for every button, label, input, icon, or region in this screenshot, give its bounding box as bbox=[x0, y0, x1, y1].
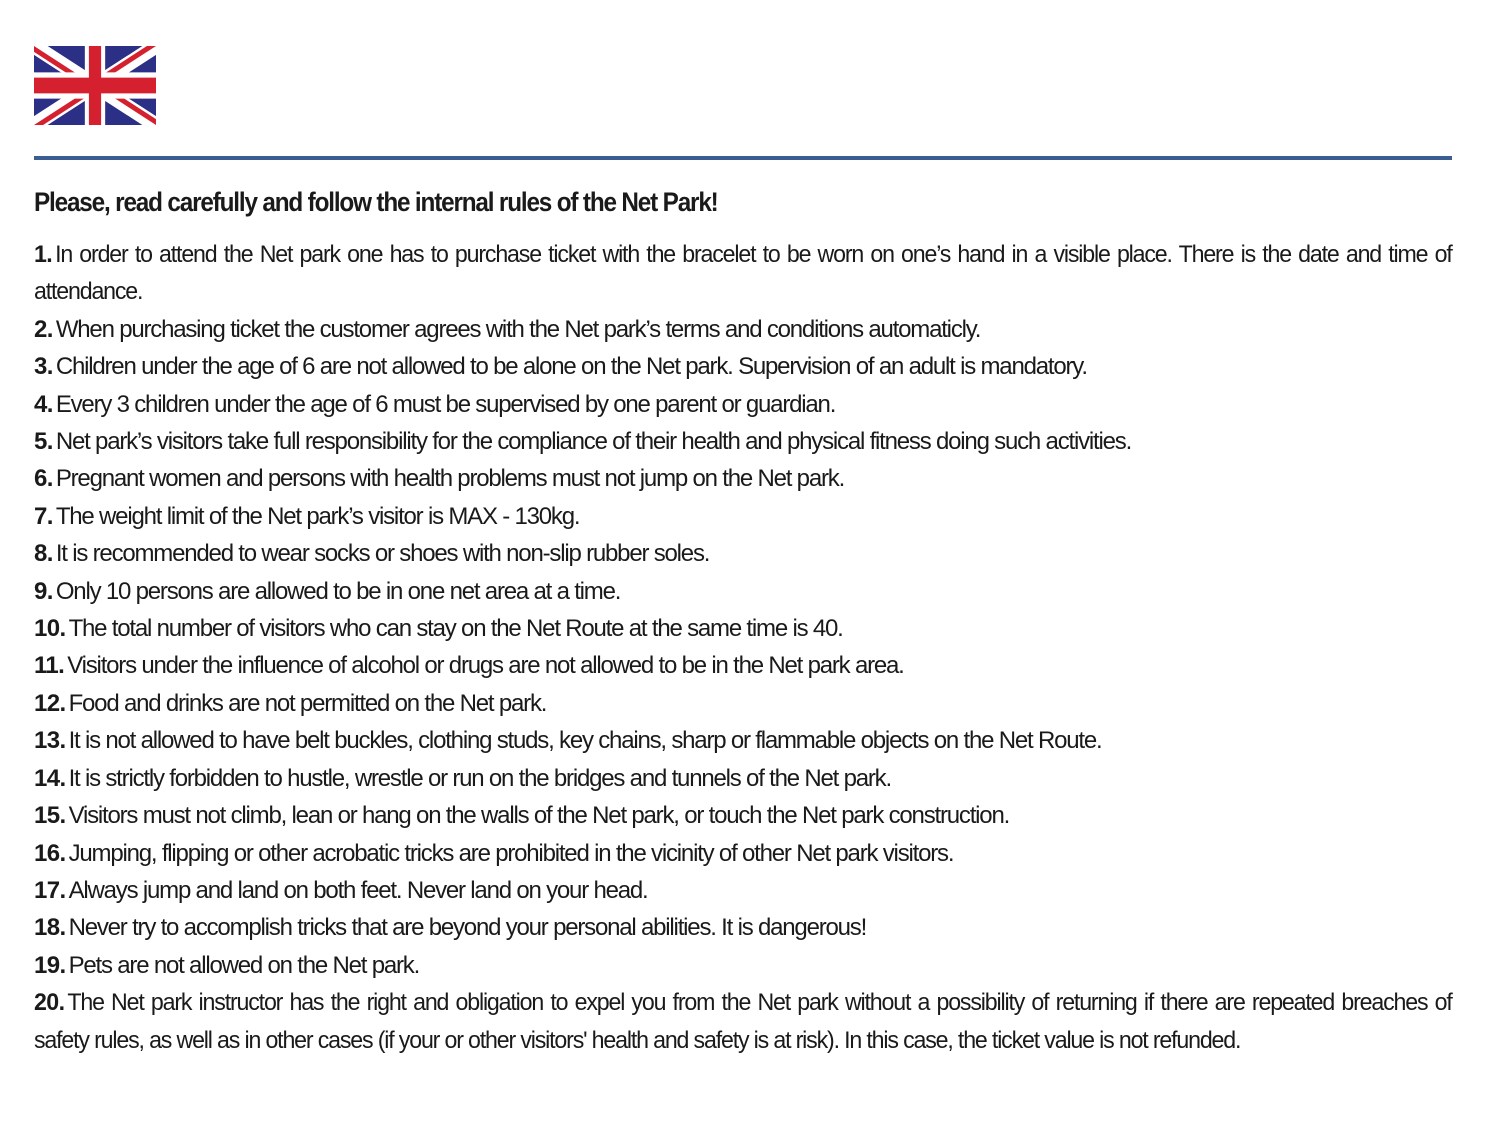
rule-item-13 bbox=[34, 722, 1452, 759]
rule-number: 19. bbox=[34, 951, 66, 979]
rule-text: Always jump and land on both feet. Never land on your head. bbox=[68, 876, 648, 904]
rule-number: 12. bbox=[34, 689, 66, 717]
rule-item-19 bbox=[34, 947, 1452, 984]
rule-text: Pets are not allowed on the Net park. bbox=[68, 951, 420, 979]
rule-text: In order to attend the Net park one has to purchase ticket with the bracelet to be worn on one’s hand in a visible place. There is the date and time of attendance. bbox=[34, 241, 1452, 306]
rule-number: 11. bbox=[34, 652, 65, 680]
rule-number: 8. bbox=[34, 540, 53, 568]
rule-text: It is strictly forbidden to hustle, wrestle or run on the bridges and tunnels of the Net park. bbox=[68, 764, 891, 792]
rule-text: Jumping, flipping or other acrobatic tricks are prohibited in the vicinity of other Net park visitors. bbox=[68, 839, 954, 867]
rule-item-10 bbox=[34, 610, 1452, 647]
rule-text: It is recommended to wear socks or shoes with non-slip rubber soles. bbox=[55, 540, 710, 568]
rule-number: 3. bbox=[34, 353, 53, 381]
rule-text: Net park’s visitors take full responsibility for the compliance of their health and physical fitness doing such activities. bbox=[55, 428, 1132, 456]
rule-text: It is not allowed to have belt buckles, clothing studs, key chains, sharp or flammable objects on the Net Route. bbox=[68, 727, 1102, 755]
rule-number: 6. bbox=[34, 465, 53, 493]
rule-item-20 bbox=[34, 984, 1452, 1059]
rule-item-14 bbox=[34, 760, 1452, 797]
union-jack-flag-icon bbox=[34, 46, 156, 125]
rule-item-8 bbox=[34, 535, 1452, 572]
rule-item-2 bbox=[34, 311, 1452, 348]
rule-item-1 bbox=[34, 236, 1452, 311]
rule-text: The weight limit of the Net park’s visitor is MAX - 130kg. bbox=[55, 502, 580, 530]
header-divider bbox=[34, 156, 1452, 160]
union-jack-flag-graphic bbox=[34, 46, 156, 125]
rule-number: 10. bbox=[34, 615, 66, 643]
rule-number: 9. bbox=[34, 577, 53, 605]
rule-item-7 bbox=[34, 498, 1452, 535]
rule-item-6 bbox=[34, 460, 1452, 497]
rule-number: 4. bbox=[34, 390, 53, 418]
rules-list bbox=[34, 236, 1452, 1059]
rule-number: 1. bbox=[34, 241, 53, 268]
rule-text: When purchasing ticket the customer agrees with the Net park’s terms and conditions automaticly. bbox=[55, 315, 981, 343]
rule-number: 2. bbox=[34, 315, 53, 343]
rule-item-17 bbox=[34, 872, 1452, 909]
rule-text: Children under the age of 6 are not allowed to be alone on the Net park. Supervision of an adult is mandatory. bbox=[55, 353, 1087, 381]
rule-item-15 bbox=[34, 797, 1452, 834]
rule-text: Every 3 children under the age of 6 must be supervised by one parent or guardian. bbox=[55, 390, 836, 418]
rule-item-11 bbox=[34, 647, 1452, 684]
rule-number: 15. bbox=[34, 802, 66, 830]
rule-item-16 bbox=[34, 835, 1452, 872]
rule-text: Pregnant women and persons with health problems must not jump on the Net park. bbox=[55, 465, 845, 493]
rule-number: 16. bbox=[34, 839, 66, 867]
rule-number: 20. bbox=[34, 989, 65, 1017]
rule-text: Only 10 persons are allowed to be in one net area at a time. bbox=[55, 577, 621, 605]
rule-item-18 bbox=[34, 909, 1452, 946]
rule-number: 14. bbox=[34, 764, 66, 792]
page-title: Please, read carefully and follow the internal rules of the Net Park! bbox=[34, 187, 718, 217]
rule-number: 13. bbox=[34, 727, 66, 755]
rule-number: 18. bbox=[34, 914, 66, 942]
rule-text: Food and drinks are not permitted on the Net park. bbox=[68, 689, 547, 717]
rule-number: 5. bbox=[34, 428, 53, 456]
rule-item-4 bbox=[34, 386, 1452, 423]
rule-item-3 bbox=[34, 348, 1452, 385]
rule-item-5 bbox=[34, 423, 1452, 460]
rule-text: The Net park instructor has the right and obligation to expel you from the Net park without a possibility of returning if there are repeated breaches of safety rules, as well as in other cases (if your or other visitors' health and safety is at risk). In this case, the ticket value is not refunded. bbox=[34, 989, 1452, 1054]
rule-number: 17. bbox=[34, 876, 66, 904]
rule-text: Visitors must not climb, lean or hang on the walls of the Net park, or touch the Net park construction. bbox=[68, 802, 1010, 830]
rule-item-12 bbox=[34, 685, 1452, 722]
rule-text: Never try to accomplish tricks that are beyond your personal abilities. It is dangerous! bbox=[68, 914, 867, 942]
rule-item-9 bbox=[34, 573, 1452, 610]
rule-text: Visitors under the influence of alcohol or drugs are not allowed to be in the Net park area. bbox=[67, 652, 904, 680]
rule-number: 7. bbox=[34, 502, 53, 530]
rule-text: The total number of visitors who can stay on the Net Route at the same time is 40. bbox=[68, 615, 843, 643]
